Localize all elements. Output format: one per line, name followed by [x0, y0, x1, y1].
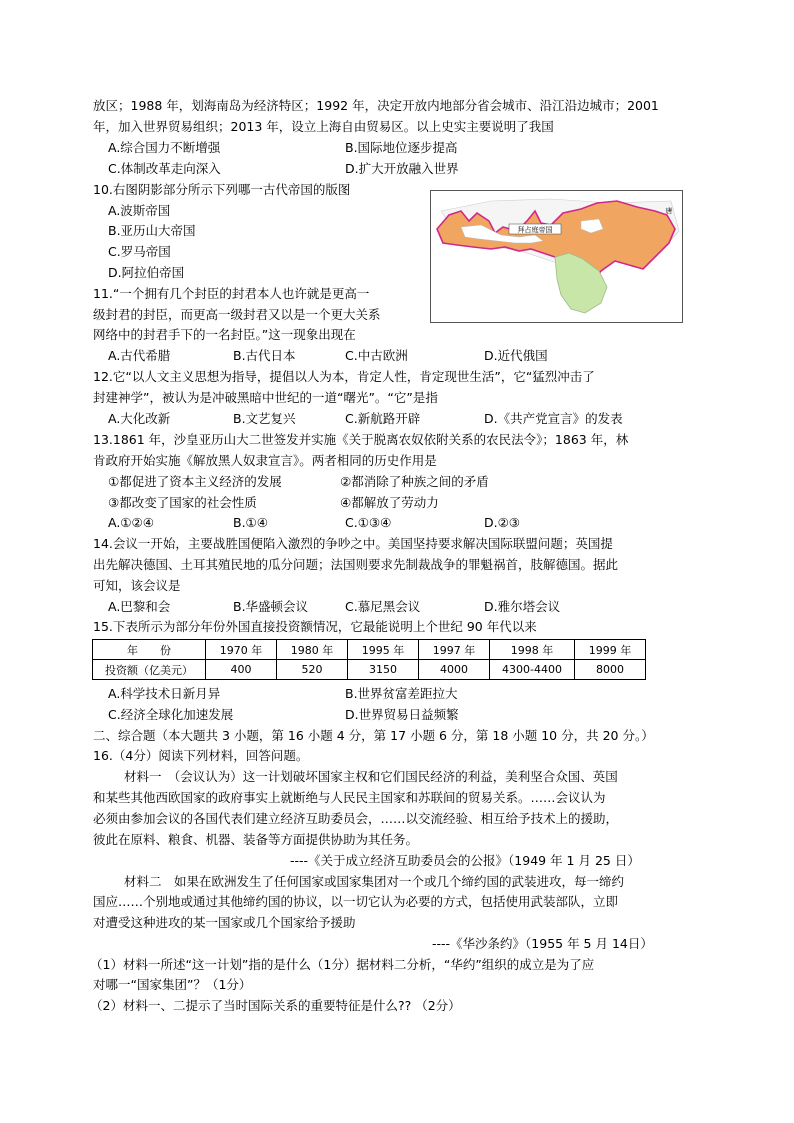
table-value-cell: 4000: [419, 660, 490, 680]
q12-option-d: D.《共产党宣言》的发表: [484, 411, 623, 426]
q10-stem: 10.右图阴影部分所示下列哪一古代帝国的版图: [93, 182, 351, 197]
table-year-cell: 1999 年: [575, 640, 646, 660]
table-value-cell: 520: [277, 660, 348, 680]
q12-option-b: B.文艺复兴: [233, 411, 296, 426]
table-year-cell: 1995 年: [348, 640, 419, 660]
q12-option-a: A.大化改新: [108, 411, 171, 426]
material2-line2: 国应……个别地或通过其他缔约国的协议，以一切它认为必要的方式，包括使用武装部队，立即: [93, 894, 619, 909]
q11-stem-line2: 级封君的封臣，而更高一级封君又以是一个更大关系: [93, 307, 381, 322]
q9-option-c: C.体制改革走向深入: [108, 161, 221, 176]
q13-item-2: ②都消除了种族之间的矛盾: [340, 474, 489, 489]
q9-option-d: D.扩大开放融入世界: [345, 161, 459, 176]
q13-option-d: D.②③: [484, 515, 521, 530]
q13-stem-line2: 肯政府开始实施《解放黑人奴隶宣言》。两者相同的历史作用是: [93, 453, 437, 468]
material1-source: ----《关于成立经济互助委员会的公报》（1949 年 1 月 25 日）: [290, 853, 640, 868]
table-value-cell: 8000: [575, 660, 646, 680]
material2-source: ----《华沙条约》（1955 年 5 月 14日）: [432, 936, 653, 951]
q12-option-c: C.新航路开辟: [345, 411, 421, 426]
q9-option-a: A.综合国力不断增强: [108, 140, 221, 155]
q12-stem-line1: 12.它“以人文主义思想为指导，提倡以人为本，肯定人性，肯定现世生活”，它“猛烈冲击了: [93, 369, 595, 384]
q11-option-d: D.近代俄国: [484, 348, 548, 363]
table-year-cell: 1980 年: [277, 640, 348, 660]
table-year-cell: 1998 年: [490, 640, 575, 660]
map-label-byzantine: 拜占庭帝国: [517, 226, 553, 234]
q15-option-b: B.世界贫富差距拉大: [345, 686, 458, 701]
material1-line4: 彼此在原料、粮食、机器、装备等方面提供协助为其任务。: [93, 832, 419, 847]
q9-stem-line2: 年，加入世界贸易组织；2013 年，设立上海自由贸易区。以上史实主要说明了我国: [93, 119, 554, 134]
section2-heading: 二、综合题（本大题共 3 小题，第 16 小题 4 分，第 17 小题 6 分，第 18 小题 10 分，共 20 分。）: [93, 728, 654, 743]
q10-option-a: A.波斯帝国: [108, 203, 171, 218]
q14-option-a: A.巴黎和会: [108, 599, 171, 614]
q14-stem-line2: 出先解决德国、土耳其殖民地的瓜分问题；法国则要求先制裁战争的罪魁祸首，肢解德国。据此: [93, 557, 619, 572]
q13-option-b: B.①④: [233, 515, 268, 530]
table-header-label: 年 份: [93, 640, 206, 660]
q14-option-d: D.雅尔塔会议: [484, 599, 561, 614]
q15-option-c: C.经济全球化加速发展: [108, 707, 234, 722]
table-row: [93, 660, 646, 680]
q14-option-b: B.华盛顿会议: [233, 599, 309, 614]
empire-map-svg: [431, 191, 682, 322]
q13-item-3: ③都改变了国家的社会性质: [108, 495, 257, 510]
q9-option-b: B.国际地位逐步提高: [345, 140, 458, 155]
table-year-cell: 1970 年: [206, 640, 277, 660]
q14-stem-line1: 14.会议一开始，主要战胜国便陷入激烈的争吵之中。美国坚持要求解决国际联盟问题；英国提: [93, 536, 613, 551]
q15-stem: 15.下表所示为部分年份外国直接投资额情况，它最能说明上个世纪 90 年代以来: [93, 619, 537, 634]
q16-stem: 16.（4分）阅读下列材料，回答问题。: [93, 748, 309, 763]
investment-table: [92, 639, 646, 680]
q14-option-c: C.慕尼黑会议: [345, 599, 421, 614]
q13-option-c: C.①③④: [345, 515, 392, 530]
q10-option-c: C.罗马帝国: [108, 244, 171, 259]
map-label-tang: 唐: [665, 207, 673, 215]
q9-stem-line1: 放区；1988 年，划海南岛为经济特区；1992 年，决定开放内地部分省会城市、沿江沿边城市；2001: [93, 98, 659, 113]
q10-option-b: B.亚历山大帝国: [108, 223, 196, 238]
q12-stem-line2: 封建神学”，被认为是冲破黑暗中世纪的一道“曙光”。“它”是指: [93, 390, 438, 405]
q11-option-c: C.中古欧洲: [345, 348, 408, 363]
table-value-cell: 4300-4400: [490, 660, 575, 680]
q11-stem-line3: 网络中的封君手下的一名封臣。”这一现象出现在: [93, 327, 356, 342]
material2-line3: 对遭受这种进攻的某一国家或几个国家给予援助: [93, 915, 356, 930]
table-value-cell: 400: [206, 660, 277, 680]
table-row-label: 投资额（亿美元）: [93, 660, 206, 680]
subquestion-1-line1: （1）材料一所述“这一计划”指的是什么（1分）据材料二分析，“华约”组织的成立是为了应: [90, 957, 595, 972]
q13-option-a: A.①②④: [108, 515, 154, 530]
q15-option-d: D.世界贸易日益频繁: [345, 707, 459, 722]
material1-line1: 材料一 （会议认为）这一计划破坏国家主权和它们国民经济的利益，美利坚合众国、英国: [124, 769, 618, 784]
table-year-cell: 1997 年: [419, 640, 490, 660]
q13-stem-line1: 13.1861 年，沙皇亚历山大二世签发并实施《关于脱离农奴依附关系的农民法令》；1863 年，林: [93, 432, 629, 447]
material2-line1: 材料二 如果在欧洲发生了任何国家或国家集团对一个或几个缔约国的武装进攻，每一缔约: [124, 874, 625, 889]
q10-option-d: D.阿拉伯帝国: [108, 265, 185, 280]
subquestion-2: （2）材料一、二提示了当时国际关系的重要特征是什么?? （2分）: [90, 998, 461, 1013]
table-row: [93, 640, 646, 660]
subquestion-1-line2: 对哪一“国家集团”？（1分）: [93, 977, 252, 992]
q11-stem-line1: 11.“一个拥有几个封臣的封君本人也许就是更高一: [93, 286, 370, 301]
q11-option-b: B.古代日本: [233, 348, 296, 363]
material1-line2: 和某些其他西欧国家的政府事实上就断绝与人民民主国家和苏联间的贸易关系。……会议认为: [93, 790, 606, 805]
q13-item-1: ①都促进了资本主义经济的发展: [108, 474, 282, 489]
q14-stem-line3: 可知，该会议是: [93, 578, 181, 593]
empire-map-figure: [430, 190, 683, 323]
q11-option-a: A.古代希腊: [108, 348, 171, 363]
q13-item-4: ④都解放了劳动力: [340, 495, 439, 510]
material1-line3: 必须由参加会议的各国代表们建立经济互助委员会，……以交流经验、相互给予技术上的援助，: [93, 811, 619, 826]
table-value-cell: 3150: [348, 660, 419, 680]
q15-option-a: A.科学技术日新月异: [108, 686, 221, 701]
